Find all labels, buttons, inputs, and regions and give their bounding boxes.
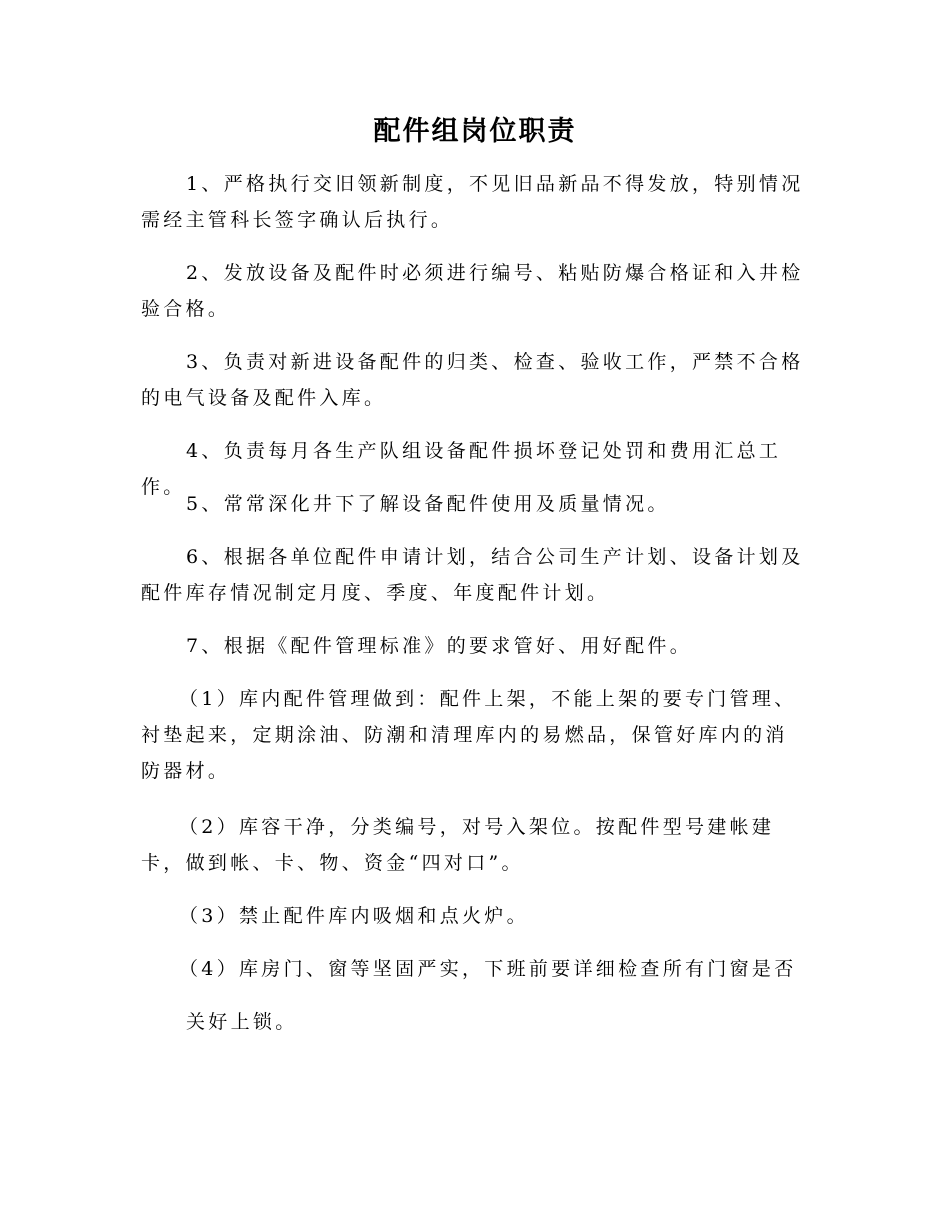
paragraph-6: 6、根据各单位配件申请计划，结合公司生产计划、设备计划及配件库存情况制定月度、季度、年度配件计划。 — [141, 546, 804, 604]
paragraph-5: 5、常常深化井下了解设备配件使用及质量情况。 — [186, 493, 670, 515]
paragraph-7: 7、根据《配件管理标准》的要求管好、用好配件。 — [186, 635, 692, 657]
paragraph-4: 4、负责每月各生产队组设备配件损坏登记处罚和费用汇总工作。 — [141, 440, 782, 498]
paragraph-sub-1: （1）库内配件管理做到：配件上架，不能上架的要专门管理、衬垫起来，定期涂油、防潮和清理库内的易燃品，保管好库内的消防器材。 — [141, 688, 797, 782]
paragraph-3: 3、负责对新进设备配件的归类、检查、验收工作，严禁不合格的电气设备及配件入库。 — [141, 351, 804, 409]
paragraph-2: 2、发放设备及配件时必须进行编号、粘贴防爆合格证和入井检验合格。 — [141, 262, 804, 320]
paragraph-sub-3: （3）禁止配件库内吸烟和点火炉。 — [179, 905, 529, 927]
paragraph-sub-4-continued: 关好上锁。 — [186, 1011, 298, 1033]
paragraph-sub-4: （4）库房门、窗等坚固严实，下班前要详细检查所有门窗是否 — [179, 958, 797, 980]
document-title: 配件组岗位职责 — [373, 116, 577, 147]
paragraph-sub-2: （2）库容干净，分类编号，对号入架位。按配件型号建帐建卡，做到帐、卡、物、资金“四对口”。 — [141, 816, 775, 874]
paragraph-1: 1、严格执行交旧领新制度，不见旧品新品不得发放，特别情况需经主管科长签字确认后执行。 — [141, 173, 804, 231]
